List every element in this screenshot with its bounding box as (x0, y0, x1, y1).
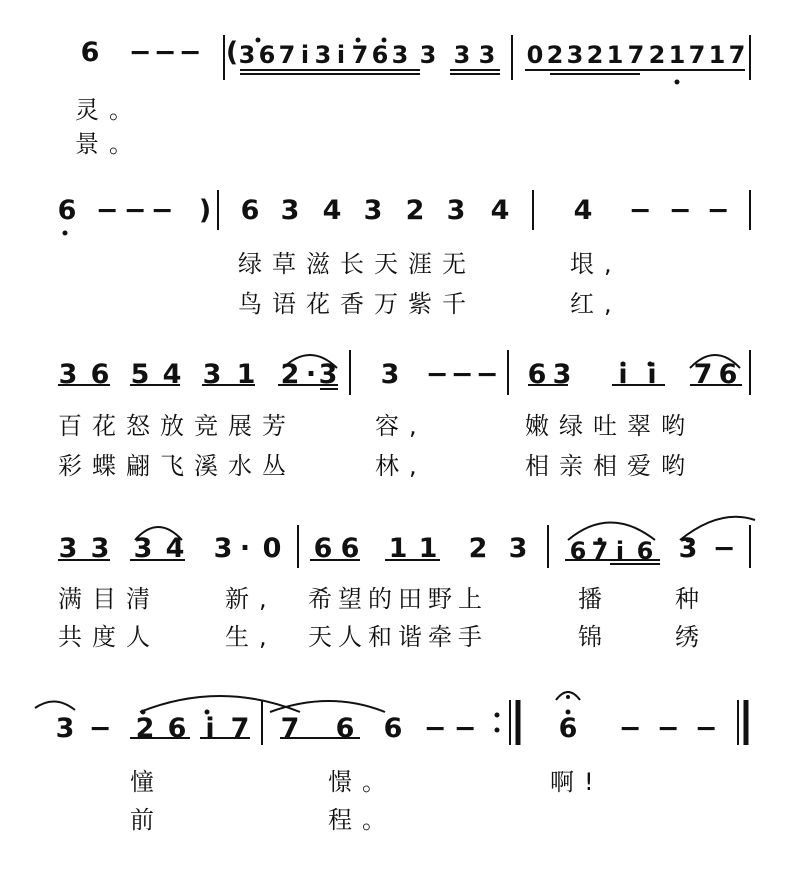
note: 6 (383, 713, 403, 744)
note: 3 (58, 359, 78, 390)
note: 1 (418, 533, 438, 564)
dash: − (668, 195, 692, 226)
note: i (647, 359, 657, 390)
note: 7 (688, 41, 706, 69)
note: 0 (526, 41, 544, 69)
note: 3 (280, 195, 300, 226)
note: 2 (468, 533, 488, 564)
paren: ) (198, 195, 212, 226)
dash: − (450, 359, 474, 390)
lyric-verse-2: 景。 (75, 130, 143, 158)
note: 3 (133, 533, 153, 564)
note: 6 (167, 713, 187, 744)
note: 7 (728, 41, 746, 69)
note: 3 (391, 41, 409, 69)
note: 2 (648, 41, 666, 69)
lyric-verse-1: 憧 (130, 768, 164, 796)
lyric-verse-2: 绣 (675, 623, 709, 651)
note: 2 (280, 359, 300, 390)
note: 3 (213, 533, 233, 564)
note: 6 (57, 195, 77, 226)
note: 6 (340, 533, 360, 564)
note: 1 (388, 533, 408, 564)
lyric-verse-2: 鸟语花香万紫千 (238, 290, 476, 318)
note: 7 (280, 713, 300, 744)
note: 6 (90, 359, 110, 390)
lyric-verse-2: 锦 (578, 623, 612, 651)
dash: − (423, 713, 447, 744)
note: 7 (230, 713, 250, 744)
note: i (615, 537, 625, 565)
note: 0 (262, 533, 282, 564)
dash: − (453, 713, 477, 744)
note: 6 (371, 41, 389, 69)
note: 3 (508, 533, 528, 564)
dash: − (150, 195, 174, 226)
lyric-verse-1: 绿草滋长天涯无 (238, 250, 476, 278)
note: 6 (527, 359, 547, 390)
note: 7 (591, 537, 609, 565)
dash: − (618, 713, 642, 744)
note: 7 (627, 41, 645, 69)
note: 3 (314, 41, 332, 69)
dash: − (628, 195, 652, 226)
dot: · (239, 533, 251, 564)
note: 4 (165, 533, 185, 564)
dash: − (706, 195, 730, 226)
note: 6 (558, 713, 578, 744)
note: 3 (90, 533, 110, 564)
note: 3 (363, 195, 383, 226)
note: 7 (278, 41, 296, 69)
note: i (205, 713, 215, 744)
note: 3 (380, 359, 400, 390)
note: 3 (419, 41, 437, 69)
note: 6 (80, 37, 100, 68)
dash: − (128, 37, 152, 68)
note: 3 (318, 359, 338, 390)
lyric-verse-1: 百花怒放竞展芳 (58, 412, 296, 440)
dash: − (95, 195, 119, 226)
note: 1 (236, 359, 256, 390)
note: 6 (240, 195, 260, 226)
lyric-verse-2: 天人和谐牵手 (308, 623, 488, 651)
lyric-verse-1: 容, (375, 412, 427, 440)
dot: · (305, 359, 317, 390)
dash: − (475, 359, 499, 390)
lyric-verse-1: 播 (578, 585, 612, 613)
note: 1 (668, 41, 686, 69)
note: 5 (130, 359, 150, 390)
note: 6 (636, 537, 654, 565)
note: 2 (546, 41, 564, 69)
dash: − (712, 533, 736, 564)
lyric-verse-2: 林, (375, 452, 427, 480)
note: 3 (55, 713, 75, 744)
lyric-verse-2: 相亲相爱哟 (525, 452, 695, 480)
lyric-verse-2: 共度人 (58, 623, 160, 651)
note: 2 (586, 41, 604, 69)
lyric-verse-1: 希望的田野上 (308, 585, 488, 613)
note: 3 (478, 41, 496, 69)
lyric-verse-1: 满目清 (58, 585, 160, 613)
note: 6 (335, 713, 355, 744)
note: 3 (58, 533, 78, 564)
dash: − (153, 37, 177, 68)
note: i (300, 41, 310, 69)
lyric-verse-2: 生, (225, 623, 277, 651)
dash: − (123, 195, 147, 226)
dash: − (694, 713, 718, 744)
note: 3 (453, 41, 471, 69)
paren: ( (225, 37, 239, 68)
note: 4 (573, 195, 593, 226)
lyric-verse-2: 程。 (328, 806, 396, 834)
note: 3 (238, 41, 256, 69)
note: 2 (405, 195, 425, 226)
note: 4 (162, 359, 182, 390)
lyric-verse-1: 种 (675, 585, 709, 613)
lyric-verse-2: 彩蝶翩飞溪水丛 (58, 452, 296, 480)
dash: − (178, 37, 202, 68)
lyric-verse-1: 憬。 (328, 768, 396, 796)
note: 7 (693, 359, 713, 390)
lyric-verse-2: 红, (570, 290, 622, 318)
lyric-verse-2: 前 (130, 806, 164, 834)
lyric-verse-1: 灵。 (75, 96, 143, 124)
dash: − (656, 713, 680, 744)
note: 4 (322, 195, 342, 226)
note: 6 (258, 41, 276, 69)
note: 3 (202, 359, 222, 390)
note: 1 (708, 41, 726, 69)
lyric-verse-1: 嫩绿吐翠哟 (525, 412, 695, 440)
lyric-verse-1: 啊! (550, 768, 604, 796)
note: 4 (490, 195, 510, 226)
note: 3 (678, 533, 698, 564)
dash: − (88, 713, 112, 744)
note: i (336, 41, 346, 69)
lyric-verse-1: 垠, (570, 250, 622, 278)
lyric-verse-1: 新, (225, 585, 277, 613)
note: 6 (313, 533, 333, 564)
note: 3 (552, 359, 572, 390)
note: 1 (606, 41, 624, 69)
note: 3 (446, 195, 466, 226)
note: 3 (566, 41, 584, 69)
note: 6 (718, 359, 738, 390)
note: 2 (135, 713, 155, 744)
note: 6 (569, 537, 587, 565)
note: i (618, 359, 628, 390)
dash: − (425, 359, 449, 390)
note: 7 (351, 41, 369, 69)
